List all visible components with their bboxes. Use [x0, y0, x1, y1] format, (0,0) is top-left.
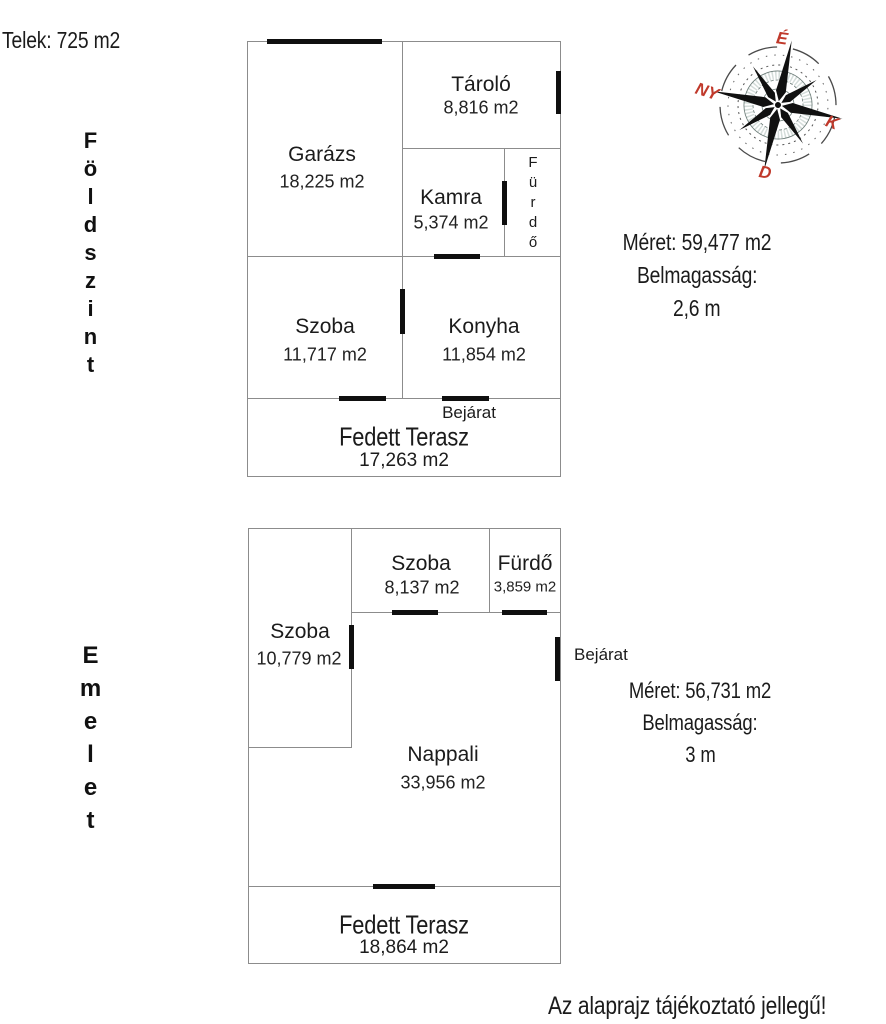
wall	[248, 398, 560, 399]
livingroom-terrace-door-marker	[373, 884, 435, 889]
compass-west-label: NY	[692, 78, 722, 105]
ground-size-line: Méret: 59,477 m2	[622, 229, 772, 255]
compass-rose	[692, 25, 858, 185]
room-area-konyha: 11,854 m2	[442, 344, 526, 365]
ground-height-value-line: 2,6 m	[673, 295, 721, 321]
upper-floor-stats	[615, 675, 784, 771]
room-name-konyha: Konyha	[448, 315, 520, 338]
room-area-terasz-upper: 18,864 m2	[359, 937, 449, 958]
left-bedroom-door-marker	[349, 625, 354, 669]
ground-floor-stats	[608, 226, 785, 325]
room-area-terasz-ground: 17,263 m2	[359, 450, 449, 471]
upper-size-line: Méret: 56,731 m2	[628, 678, 772, 703]
room-name-furdo-ground: Fürdő	[524, 154, 542, 254]
room-name-nappali: Nappali	[407, 743, 479, 766]
room-area-furdo-upper: 3,859 m2	[493, 578, 557, 596]
room-name-furdo-upper: Fürdő	[497, 552, 553, 575]
compass-east-label: K	[823, 111, 842, 134]
room-name-szoba-ground: Szoba	[295, 315, 355, 338]
ground-floor-plan	[247, 41, 561, 477]
upper-height-label-line: Belmagasság:	[642, 710, 758, 735]
room-name-szoba-left: Szoba	[270, 620, 330, 643]
plot-size-label	[2, 27, 143, 54]
room-area-szoba-top: 8,137 m2	[384, 577, 460, 598]
wall	[402, 148, 560, 149]
room-kitchen-door-marker	[400, 289, 405, 334]
room-name-garazs: Garázs	[288, 143, 356, 166]
bathroom-door-marker	[502, 610, 547, 615]
room-area-szoba-left: 10,779 m2	[256, 648, 342, 669]
room-name-tarolo: Tároló	[451, 73, 511, 96]
upper-entrance-door-marker	[555, 637, 560, 681]
ground-height-label-line: Belmagasság:	[636, 262, 758, 288]
section-label-ground-floor: Földszint	[78, 128, 103, 380]
compass-icon	[698, 25, 858, 185]
wall	[249, 747, 352, 748]
room-area-garazs: 18,225 m2	[279, 171, 365, 192]
wall	[402, 42, 403, 256]
pantry-bathroom-door-marker	[502, 181, 507, 225]
entrance-label-upper: Bejárat	[574, 645, 628, 664]
wall	[248, 256, 560, 257]
entrance-label-ground: Bejárat	[442, 403, 496, 422]
room-name-kamra: Kamra	[420, 186, 482, 209]
pantry-door-marker	[434, 254, 480, 259]
room-area-nappali: 33,956 m2	[400, 772, 486, 793]
room-name-szoba-top: Szoba	[391, 552, 451, 575]
compass-north-label: É	[775, 28, 790, 49]
wall	[489, 529, 490, 613]
room-terrace-door-marker	[339, 396, 386, 401]
garage-window-marker	[267, 39, 382, 44]
disclaimer-note: Az alaprajz tájékoztató jellegű!	[548, 992, 827, 1020]
room-area-szoba-ground: 11,717 m2	[283, 344, 367, 365]
room-name-terasz-upper: Fedett Terasz	[339, 909, 469, 940]
upper-floor-plan	[248, 528, 561, 964]
entrance-door-marker	[442, 396, 489, 401]
bedroom-door-marker	[392, 610, 438, 615]
section-label-upper-floor: Emelet	[77, 642, 104, 840]
room-area-tarolo: 8,816 m2	[443, 97, 519, 118]
room-area-kamra: 5,374 m2	[413, 212, 489, 233]
room-name-terasz-ground: Fedett Terasz	[339, 421, 469, 452]
plot-size-text: Telek: 725 m2	[2, 27, 121, 53]
upper-height-value-line: 3 m	[684, 742, 716, 767]
compass-south-label: D	[757, 162, 773, 183]
storage-window-marker	[556, 71, 561, 114]
